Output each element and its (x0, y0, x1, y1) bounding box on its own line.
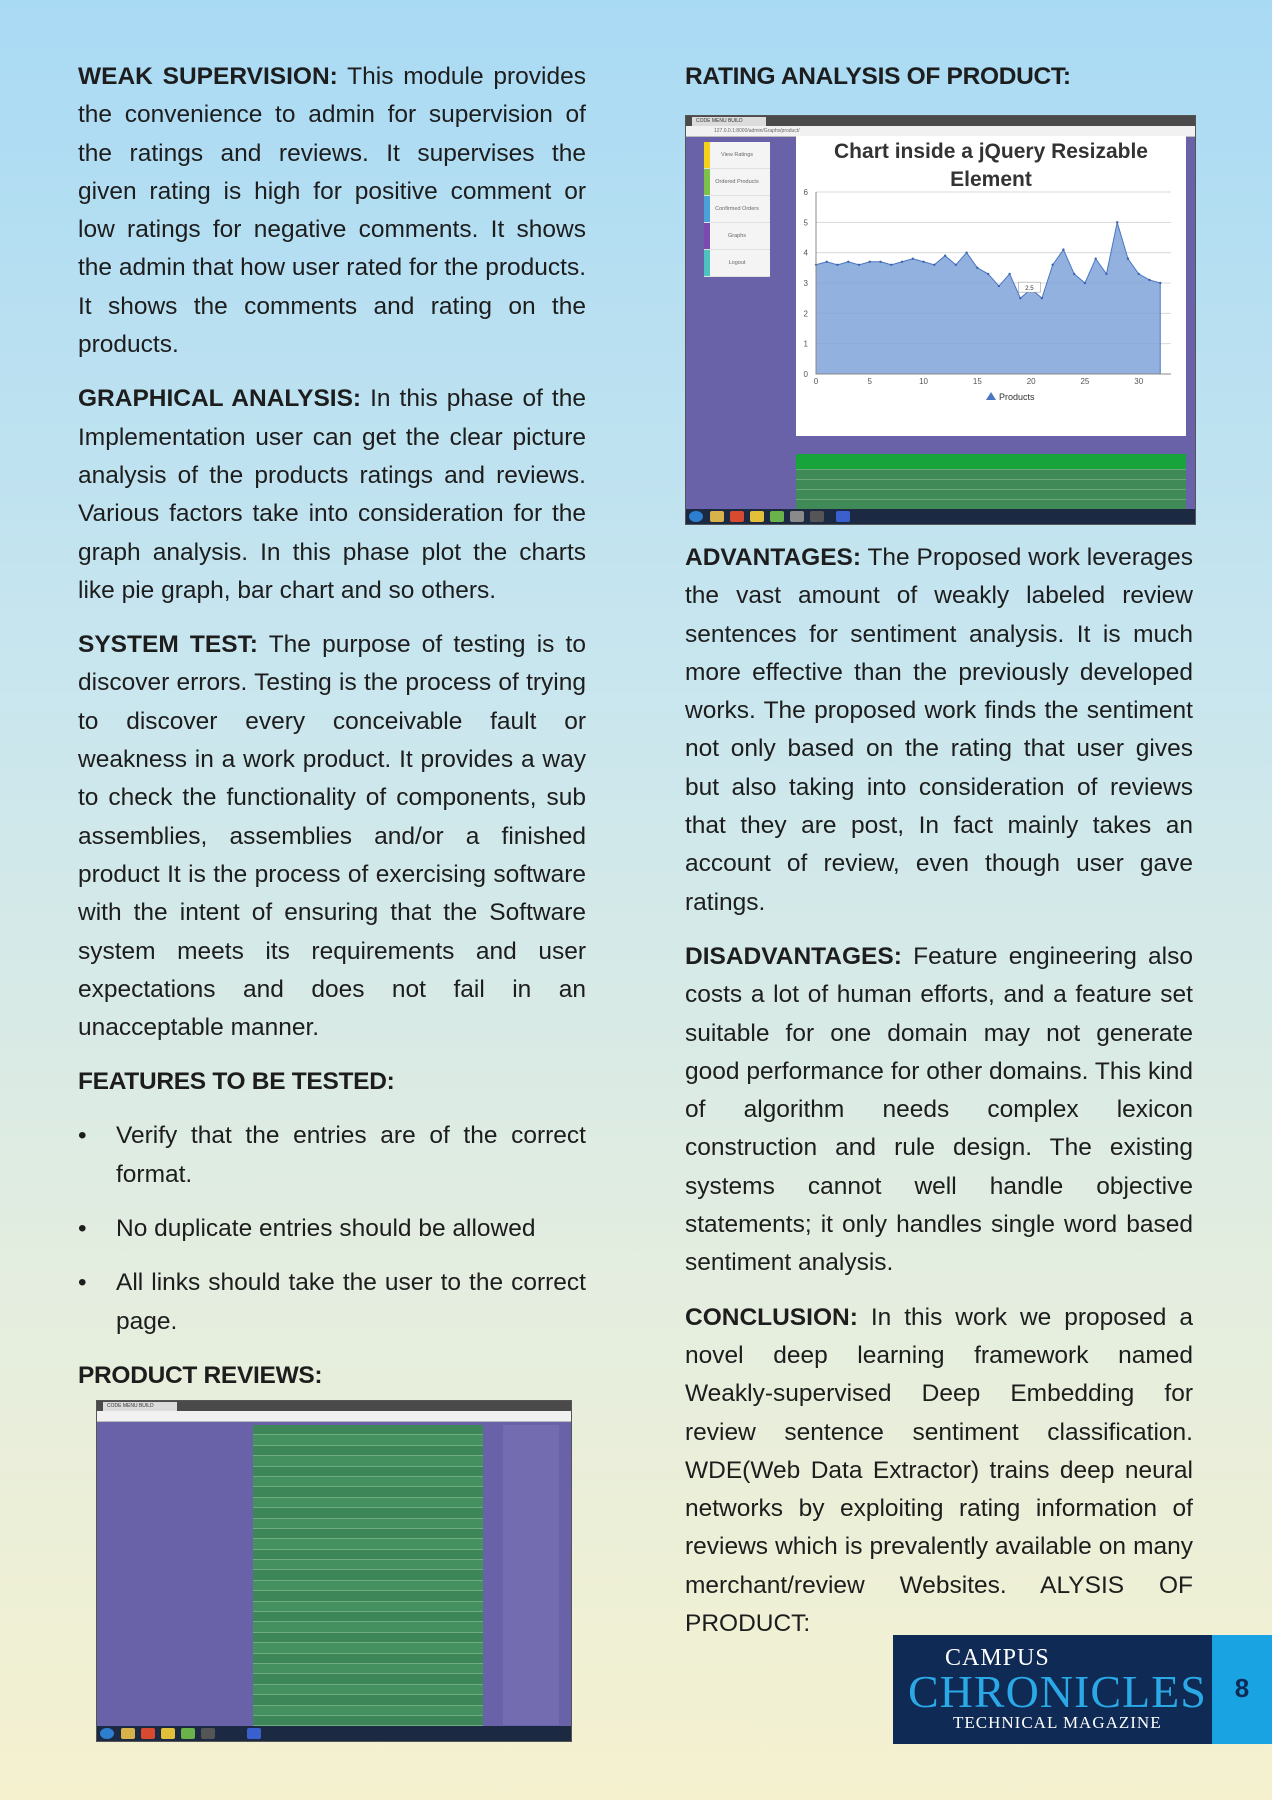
table-row (253, 1508, 483, 1518)
side-panel (503, 1425, 559, 1725)
x-tick-label: 20 (1026, 377, 1036, 386)
chart-container (796, 136, 1186, 436)
table-row (253, 1633, 483, 1643)
menu-item-label: Graphs (727, 233, 747, 239)
rating-analysis-heading: RATING ANALYSIS OF PRODUCT: (685, 63, 1071, 90)
product-reviews-screenshot (96, 1400, 572, 1742)
campus-chronicles-logo (893, 1635, 1212, 1744)
table-row (253, 1581, 483, 1591)
features-heading: FEATURES TO BE TESTED: (78, 1068, 395, 1096)
advantages-text: The Proposed work leverages the vast amount of weakly labeled review sentences for sentiment analysis. It is much more effective than the previously developed works. The proposed work finds the sentiment not only based on the rating that user gives but also taking into consideration of reviews that they are post, In fact mainly takes an account of review, even though user gave ratings. (685, 544, 1193, 916)
menu-item-logout[interactable] (704, 250, 770, 277)
data-point (869, 261, 871, 263)
menu-color-bar (704, 169, 710, 195)
data-point (912, 258, 914, 260)
legend-label: Products (999, 392, 1035, 402)
table-row (253, 1570, 483, 1580)
table-header (796, 454, 1186, 469)
graphical-analysis-heading: GRAPHICAL ANALYSIS: (78, 385, 362, 413)
app-icon[interactable] (810, 511, 824, 522)
series-area (816, 222, 1160, 374)
menu-item-graphs[interactable] (704, 223, 770, 250)
menu-color-bar (704, 142, 710, 168)
menu-item-label: Logout (728, 260, 746, 266)
logo-technical-text: TECHNICAL MAGAZINE (953, 1713, 1162, 1732)
browser-address-bar[interactable] (97, 1411, 571, 1422)
data-point (879, 261, 881, 263)
advantages-heading: ADVANTAGES: (685, 544, 862, 571)
data-point (1094, 258, 1096, 260)
y-tick-label: 4 (803, 248, 808, 258)
table-row (796, 489, 1186, 499)
table-row (253, 1560, 483, 1570)
tooltip-label: 2.5 (1025, 286, 1034, 293)
table-row (253, 1487, 483, 1497)
table-row (253, 1467, 483, 1477)
ratings-table (796, 454, 1186, 510)
windows-taskbar (97, 1726, 571, 1741)
table-row (253, 1529, 483, 1539)
start-icon[interactable] (100, 1728, 114, 1739)
table-row (253, 1456, 483, 1466)
page-number: 8 (1234, 1673, 1250, 1703)
data-point (1148, 279, 1150, 281)
table-row (253, 1498, 483, 1508)
y-tick-label: 1 (803, 339, 808, 349)
chrome-icon[interactable] (161, 1728, 175, 1739)
data-point (955, 264, 957, 266)
table-row (253, 1643, 483, 1653)
table-row (253, 1706, 483, 1716)
data-point (1019, 297, 1021, 299)
y-tick-label: 5 (803, 218, 808, 228)
menu-item-view-ratings[interactable] (704, 142, 770, 169)
table-row (253, 1602, 483, 1612)
conclusion-text: In this work we proposed a novel deep learning framework named Weakly-supervised Deep Embedding for review sentence sentiment classification. WDE(Web Data Extractor) trains deep neural networks by exploiting rating information of reviews which is prevalently available on many merchant/review Websites. ALYSIS OF PRODUCT: (685, 1303, 1193, 1638)
x-tick-label: 5 (867, 377, 873, 386)
graphical-analysis-text: In this phase of the Implementation user can get the clear picture analysis of the products ratings and reviews. Various factors take into consideration for the graph analysis. In this phase plot the charts like pie graph, bar chart and so others. (78, 385, 586, 604)
data-point (1138, 273, 1140, 275)
chart-title: Chart inside a jQuery Resizable Element (834, 140, 1148, 191)
table-row (253, 1550, 483, 1560)
conclusion-paragraph (685, 1299, 1193, 1644)
conclusion-heading: CONCLUSION: (685, 1303, 858, 1331)
data-point (998, 285, 1000, 287)
data-point (836, 264, 838, 266)
data-point (1159, 282, 1161, 284)
folder-icon[interactable] (710, 511, 724, 522)
menu-color-bar (704, 196, 710, 222)
browser-tab[interactable]: CODE MENU BUILD (103, 1402, 177, 1411)
y-tick-label: 0 (803, 370, 808, 379)
menu-item-ordered-products[interactable] (704, 169, 770, 196)
y-tick-label: 2 (803, 309, 808, 319)
data-point (987, 273, 989, 275)
browser-tabbar (686, 116, 1195, 126)
list-item: • All links should take the user to the correct page. (78, 1264, 586, 1341)
features-list (78, 1117, 586, 1340)
table-row (253, 1539, 483, 1549)
table-row (253, 1519, 483, 1529)
table-row (796, 469, 1186, 479)
app-icon[interactable] (770, 511, 784, 522)
weak-supervision-text: This module provides the convenience to admin for supervision of the ratings and reviews. It supervises the given rating is high for positive comment or low ratings for negative comments. It shows the admin that how user rated for the products. It shows the comments and rating on the products. (78, 63, 586, 359)
table-row (253, 1622, 483, 1632)
table-row (253, 1664, 483, 1674)
app-icon[interactable] (201, 1728, 215, 1739)
start-icon[interactable] (689, 511, 703, 522)
table-row (253, 1591, 483, 1601)
table-row (796, 499, 1186, 509)
data-point (890, 264, 892, 266)
table-row (253, 1435, 483, 1445)
folder-icon[interactable] (121, 1728, 135, 1739)
x-tick-label: 25 (1080, 377, 1090, 386)
data-point (1062, 248, 1064, 250)
menu-item-label: Confirmed Orders (715, 206, 759, 212)
table-row (253, 1695, 483, 1705)
disadvantages-text: Feature engineering also costs a lot of human efforts, and a feature set suitable for one domain may not generate good performance for other domains. This kind of algorithm needs complex lexicon construction and rule design. The existing systems cannot well handle objective statements; it only handles single word based sentiment analysis. (685, 942, 1193, 1277)
data-point (1105, 273, 1107, 275)
windows-taskbar (686, 509, 1195, 524)
system-test-text: The purpose of testing is to discover errors. Testing is the process of trying to discover every conceivable fault or weakness in a work product. It provides a way to check the functionality of components, sub assemblies, assemblies and/or a finished product It is the process of exercising software with the intent of ensuring that the Software system meets its requirements and user expectations and does not fail in an unacceptable manner. (78, 631, 586, 1042)
data-point (1084, 282, 1086, 284)
app-icon[interactable] (790, 511, 804, 522)
table-row (253, 1612, 483, 1622)
x-tick-label: 10 (919, 377, 929, 386)
list-item: • No duplicate entries should be allowed (78, 1210, 586, 1248)
data-point (1051, 264, 1053, 266)
data-point (858, 264, 860, 266)
browser-tabbar (97, 1401, 571, 1411)
browser-icon[interactable] (141, 1728, 155, 1739)
left-column (78, 58, 586, 1411)
chrome-icon[interactable] (750, 511, 764, 522)
weak-supervision-paragraph (78, 58, 586, 364)
table-row (253, 1674, 483, 1684)
table-row (253, 1685, 483, 1695)
data-point (933, 264, 935, 266)
system-test-heading: SYSTEM TEST: (78, 631, 258, 659)
x-tick-label: 15 (972, 377, 982, 386)
browser-icon[interactable] (730, 511, 744, 522)
table-row (253, 1425, 483, 1435)
data-point (1127, 258, 1129, 260)
app-icon[interactable] (181, 1728, 195, 1739)
admin-menu (704, 142, 770, 276)
data-point (965, 251, 967, 253)
list-item: • Verify that the entries are of the correct format. (78, 1117, 586, 1194)
reviews-table (253, 1425, 483, 1725)
advantages-paragraph (685, 539, 1193, 922)
page-number-box (1212, 1635, 1272, 1744)
rating-analysis-screenshot (685, 115, 1196, 525)
logo-campus-text: CAMPUS (945, 1645, 1050, 1671)
table-row (796, 479, 1186, 489)
data-point (847, 261, 849, 263)
table-row (253, 1716, 483, 1726)
word-icon[interactable] (247, 1728, 261, 1739)
table-row (253, 1654, 483, 1664)
data-point (901, 261, 903, 263)
menu-color-bar (704, 223, 710, 249)
table-row (253, 1446, 483, 1456)
data-point (944, 255, 946, 257)
menu-item-confirmed-orders[interactable] (704, 196, 770, 223)
menu-item-label: Ordered Products (715, 179, 759, 185)
logo-chronicles-text: CHRONICLES (908, 1666, 1207, 1717)
data-point (1116, 221, 1118, 223)
system-test-paragraph (78, 626, 586, 1047)
area-chart (796, 136, 1186, 436)
data-point (922, 261, 924, 263)
x-tick-label: 30 (1134, 377, 1144, 386)
app-icon[interactable] (836, 511, 850, 522)
graphical-analysis-paragraph (78, 380, 586, 610)
product-reviews-heading: PRODUCT REVIEWS: (78, 1361, 323, 1389)
data-point (1008, 273, 1010, 275)
y-tick-label: 6 (803, 188, 808, 197)
menu-color-bar (704, 250, 710, 276)
table-row (253, 1477, 483, 1487)
data-point (1073, 273, 1075, 275)
data-point (826, 261, 828, 263)
browser-tab[interactable]: CODE MENU BUILD (692, 117, 766, 126)
x-tick-label: 0 (813, 377, 819, 386)
weak-supervision-heading: WEAK SUPERVISION: (78, 63, 338, 90)
disadvantages-paragraph (685, 938, 1193, 1283)
data-point (976, 267, 978, 269)
browser-url: 127.0.0.1:8000/admin/Graphs/product/ (714, 128, 800, 134)
data-point (1041, 297, 1043, 299)
legend-marker (986, 392, 996, 400)
y-tick-label: 3 (803, 279, 808, 288)
menu-item-label: View Ratings (721, 152, 753, 158)
disadvantages-heading: DISADVANTAGES: (685, 942, 902, 970)
